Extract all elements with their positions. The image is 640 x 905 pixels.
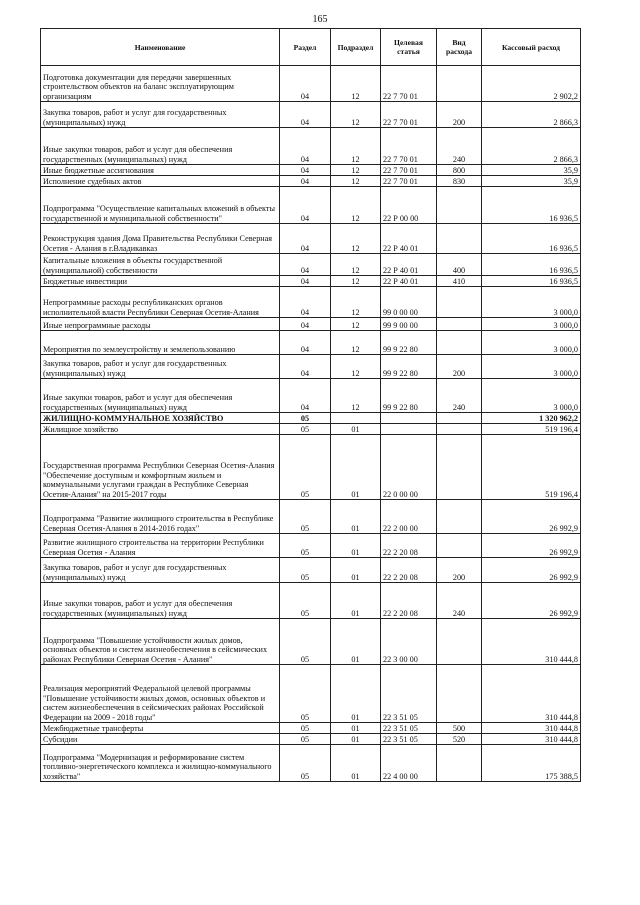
table-row <box>41 355 581 379</box>
cell-kassa: 310 444,8 <box>482 734 581 745</box>
cell-razdel: 04 <box>280 187 331 224</box>
cell-celevaya: 99 9 00 00 <box>381 318 437 331</box>
cell-podrazdel: 12 <box>331 102 381 128</box>
table-row <box>41 165 581 176</box>
cell-vid <box>437 331 482 355</box>
cell-vid <box>437 187 482 224</box>
cell-name: Иные закупки товаров, работ и услуг для обеспечения государственных (муниципальных) нужд <box>41 583 280 619</box>
cell-celevaya: 22 3 00 00 <box>381 619 437 665</box>
cell-kassa: 3 000,0 <box>482 287 581 318</box>
cell-celevaya: 22 7 70 01 <box>381 102 437 128</box>
header-celevaya: Целевая статья <box>381 29 437 66</box>
cell-celevaya: 22 3 51 05 <box>381 734 437 745</box>
cell-celevaya: 99 9 22 80 <box>381 331 437 355</box>
cell-razdel: 04 <box>280 176 331 187</box>
cell-name: Иные непрограммные расходы <box>41 318 280 331</box>
cell-kassa: 519 196,4 <box>482 424 581 435</box>
cell-podrazdel <box>331 413 381 424</box>
cell-celevaya: 22 7 70 01 <box>381 66 437 102</box>
cell-name: Подготовка документации для передачи завершенных строительством объектов на баланс эксплуатирующим организациям <box>41 66 280 102</box>
cell-name: Исполнение судебных актов <box>41 176 280 187</box>
cell-celevaya: 22 Р 00 00 <box>381 187 437 224</box>
cell-celevaya: 99 0 00 00 <box>381 287 437 318</box>
cell-celevaya: 22 7 70 01 <box>381 176 437 187</box>
cell-podrazdel: 01 <box>331 665 381 723</box>
cell-vid <box>437 318 482 331</box>
page-number: 165 <box>312 14 328 25</box>
cell-kassa: 175 388,5 <box>482 745 581 782</box>
cell-vid: 400 <box>437 254 482 276</box>
cell-razdel: 05 <box>280 665 331 723</box>
table-row <box>41 276 581 287</box>
cell-razdel: 04 <box>280 165 331 176</box>
table-row <box>41 187 581 224</box>
cell-kassa: 2 866,3 <box>482 128 581 165</box>
table-row <box>41 734 581 745</box>
table-row <box>41 665 581 723</box>
cell-razdel: 05 <box>280 734 331 745</box>
cell-celevaya: 22 Р 40 01 <box>381 254 437 276</box>
cell-vid: 240 <box>437 583 482 619</box>
cell-celevaya: 22 2 20 08 <box>381 558 437 583</box>
table-row <box>41 176 581 187</box>
cell-podrazdel: 12 <box>331 176 381 187</box>
cell-vid: 800 <box>437 165 482 176</box>
cell-name: Капитальные вложения в объекты государственной (муниципальной) собственности <box>41 254 280 276</box>
cell-kassa: 3 000,0 <box>482 379 581 413</box>
header-name: Наименование <box>41 29 280 66</box>
cell-kassa: 310 444,8 <box>482 723 581 734</box>
cell-celevaya: 22 3 51 05 <box>381 665 437 723</box>
cell-razdel: 04 <box>280 287 331 318</box>
table-row <box>41 287 581 318</box>
cell-kassa: 35,9 <box>482 165 581 176</box>
cell-name: Подпрограмма "Развитие жилищного строительства в Республике Северная Осетия-Алания в 2014-2016 годах" <box>41 500 280 534</box>
cell-kassa: 26 992,9 <box>482 500 581 534</box>
cell-kassa: 26 992,9 <box>482 583 581 619</box>
cell-podrazdel: 01 <box>331 500 381 534</box>
table-row <box>41 424 581 435</box>
cell-celevaya: 22 7 70 01 <box>381 165 437 176</box>
cell-name: Закупка товаров, работ и услуг для государственных (муниципальных) нужд <box>41 355 280 379</box>
cell-name: Подпрограмма "Модернизация и реформирование систем топливно-энергетического комплекса и жилищно-коммунального хозяйства" <box>41 745 280 782</box>
cell-kassa: 16 936,5 <box>482 187 581 224</box>
cell-vid <box>437 665 482 723</box>
cell-vid: 200 <box>437 558 482 583</box>
cell-celevaya: 22 2 20 08 <box>381 583 437 619</box>
cell-celevaya: 22 7 70 01 <box>381 128 437 165</box>
cell-razdel: 05 <box>280 413 331 424</box>
cell-name: Мероприятия по землеустройству и землепользованию <box>41 331 280 355</box>
cell-kassa: 519 196,4 <box>482 435 581 500</box>
cell-name: Иные бюджетные ассигнования <box>41 165 280 176</box>
cell-name: Развитие жилищного строительства на территории Республики Северная Осетия - Алания <box>41 534 280 558</box>
cell-vid: 200 <box>437 355 482 379</box>
cell-celevaya: 99 9 22 80 <box>381 355 437 379</box>
cell-kassa: 2 866,3 <box>482 102 581 128</box>
cell-name: Подпрограмма "Осуществление капитальных вложений в объекты государственной и муниципальной собственности" <box>41 187 280 224</box>
cell-kassa: 16 936,5 <box>482 224 581 254</box>
cell-podrazdel: 01 <box>331 723 381 734</box>
cell-kassa: 2 902,2 <box>482 66 581 102</box>
cell-podrazdel: 01 <box>331 745 381 782</box>
cell-vid: 240 <box>437 128 482 165</box>
cell-vid: 200 <box>437 102 482 128</box>
cell-podrazdel: 01 <box>331 619 381 665</box>
cell-vid: 240 <box>437 379 482 413</box>
cell-kassa: 35,9 <box>482 176 581 187</box>
cell-name: Непрограммные расходы республиканских органов исполнительной власти Республики Северная Осетия-Алания <box>41 287 280 318</box>
cell-razdel: 05 <box>280 723 331 734</box>
cell-kassa: 16 936,5 <box>482 276 581 287</box>
cell-name: Иные закупки товаров, работ и услуг для обеспечения государственных (муниципальных) нужд <box>41 379 280 413</box>
cell-podrazdel: 12 <box>331 128 381 165</box>
cell-razdel: 05 <box>280 558 331 583</box>
cell-name: Реализация мероприятий Федеральной целевой программы "Повышение устойчивости жилых домов, основных объектов и систем жизнеобеспечения в сейсмических районах Российской Федерации на 2009 - 2018 годы" <box>41 665 280 723</box>
cell-podrazdel: 12 <box>331 66 381 102</box>
cell-vid: 830 <box>437 176 482 187</box>
cell-name: Жилищное хозяйство <box>41 424 280 435</box>
cell-name: Закупка товаров, работ и услуг для государственных (муниципальных) нужд <box>41 102 280 128</box>
cell-celevaya <box>381 413 437 424</box>
cell-vid <box>437 287 482 318</box>
cell-kassa: 1 320 962,2 <box>482 413 581 424</box>
header-podrazdel: Подраздел <box>331 29 381 66</box>
cell-vid: 500 <box>437 723 482 734</box>
cell-name: ЖИЛИЩНО-КОММУНАЛЬНОЕ ХОЗЯЙСТВО <box>41 413 280 424</box>
cell-podrazdel: 01 <box>331 534 381 558</box>
cell-celevaya <box>381 424 437 435</box>
cell-vid <box>437 424 482 435</box>
table-row <box>41 413 581 424</box>
cell-celevaya: 22 Р 40 01 <box>381 276 437 287</box>
cell-vid <box>437 413 482 424</box>
cell-razdel: 04 <box>280 102 331 128</box>
cell-podrazdel: 12 <box>331 331 381 355</box>
cell-podrazdel: 01 <box>331 435 381 500</box>
cell-kassa: 26 992,9 <box>482 558 581 583</box>
cell-kassa: 16 936,5 <box>482 254 581 276</box>
cell-vid <box>437 534 482 558</box>
table-row <box>41 224 581 254</box>
table-row <box>41 500 581 534</box>
cell-vid <box>437 745 482 782</box>
cell-name: Бюджетные инвестиции <box>41 276 280 287</box>
cell-razdel: 04 <box>280 355 331 379</box>
cell-vid: 520 <box>437 734 482 745</box>
cell-celevaya: 22 2 00 00 <box>381 500 437 534</box>
cell-razdel: 04 <box>280 318 331 331</box>
table-header-row <box>41 29 581 66</box>
cell-razdel: 05 <box>280 745 331 782</box>
cell-celevaya: 22 2 20 08 <box>381 534 437 558</box>
table-row <box>41 102 581 128</box>
cell-kassa: 310 444,8 <box>482 665 581 723</box>
cell-name: Иные закупки товаров, работ и услуг для обеспечения государственных (муниципальных) нужд <box>41 128 280 165</box>
cell-podrazdel: 12 <box>331 355 381 379</box>
budget-table <box>40 28 581 782</box>
table-row <box>41 254 581 276</box>
header-razdel: Раздел <box>280 29 331 66</box>
cell-razdel: 05 <box>280 424 331 435</box>
table-row <box>41 619 581 665</box>
table-row <box>41 723 581 734</box>
cell-podrazdel: 12 <box>331 224 381 254</box>
table-row <box>41 331 581 355</box>
table-row <box>41 318 581 331</box>
cell-celevaya: 22 4 00 00 <box>381 745 437 782</box>
cell-razdel: 05 <box>280 500 331 534</box>
cell-celevaya: 99 9 22 80 <box>381 379 437 413</box>
cell-kassa: 310 444,8 <box>482 619 581 665</box>
table-row <box>41 66 581 102</box>
cell-name: Реконструкция здания Дома Правительства Республики Северная Осетия - Алания в г.Владикавказ <box>41 224 280 254</box>
cell-celevaya: 22 Р 40 01 <box>381 224 437 254</box>
cell-name: Закупка товаров, работ и услуг для государственных (муниципальных) нужд <box>41 558 280 583</box>
cell-podrazdel: 12 <box>331 254 381 276</box>
cell-razdel: 04 <box>280 254 331 276</box>
cell-podrazdel: 12 <box>331 276 381 287</box>
cell-vid: 410 <box>437 276 482 287</box>
cell-name: Подпрограмма "Повышение устойчивости жилых домов, основных объектов и систем жизнеобеспечения в сейсмических районах Республики Северная Осетия - Алания" <box>41 619 280 665</box>
cell-podrazdel: 01 <box>331 734 381 745</box>
table-row <box>41 583 581 619</box>
cell-razdel: 05 <box>280 583 331 619</box>
cell-kassa: 26 992,9 <box>482 534 581 558</box>
cell-kassa: 3 000,0 <box>482 355 581 379</box>
cell-razdel: 04 <box>280 331 331 355</box>
cell-vid <box>437 435 482 500</box>
cell-vid <box>437 619 482 665</box>
cell-razdel: 05 <box>280 619 331 665</box>
table-row <box>41 379 581 413</box>
cell-celevaya: 22 3 51 05 <box>381 723 437 734</box>
cell-name: Межбюджетные трансферты <box>41 723 280 734</box>
table-row <box>41 534 581 558</box>
cell-celevaya: 22 0 00 00 <box>381 435 437 500</box>
cell-kassa: 3 000,0 <box>482 331 581 355</box>
cell-razdel: 05 <box>280 534 331 558</box>
cell-razdel: 04 <box>280 66 331 102</box>
cell-podrazdel: 01 <box>331 583 381 619</box>
cell-vid <box>437 224 482 254</box>
cell-kassa: 3 000,0 <box>482 318 581 331</box>
header-kassa: Кассовый расход <box>482 29 581 66</box>
cell-name: Государственная программа Республики Северная Осетия-Алания "Обеспечение доступным и комфортным жильем и коммунальными услугами граждан в Республике Северная Осетия-Алания" на 2015-2017 годы <box>41 435 280 500</box>
cell-podrazdel: 12 <box>331 318 381 331</box>
header-vid: Вид расхода <box>437 29 482 66</box>
cell-vid <box>437 66 482 102</box>
cell-podrazdel: 12 <box>331 187 381 224</box>
cell-podrazdel: 12 <box>331 287 381 318</box>
cell-podrazdel: 01 <box>331 424 381 435</box>
cell-razdel: 04 <box>280 276 331 287</box>
cell-podrazdel: 01 <box>331 558 381 583</box>
cell-podrazdel: 12 <box>331 379 381 413</box>
cell-podrazdel: 12 <box>331 165 381 176</box>
cell-name: Субсидии <box>41 734 280 745</box>
table-row <box>41 128 581 165</box>
cell-razdel: 04 <box>280 379 331 413</box>
cell-vid <box>437 500 482 534</box>
table-row <box>41 435 581 500</box>
cell-razdel: 04 <box>280 128 331 165</box>
cell-razdel: 05 <box>280 435 331 500</box>
table-row <box>41 558 581 583</box>
cell-razdel: 04 <box>280 224 331 254</box>
table-row <box>41 745 581 782</box>
